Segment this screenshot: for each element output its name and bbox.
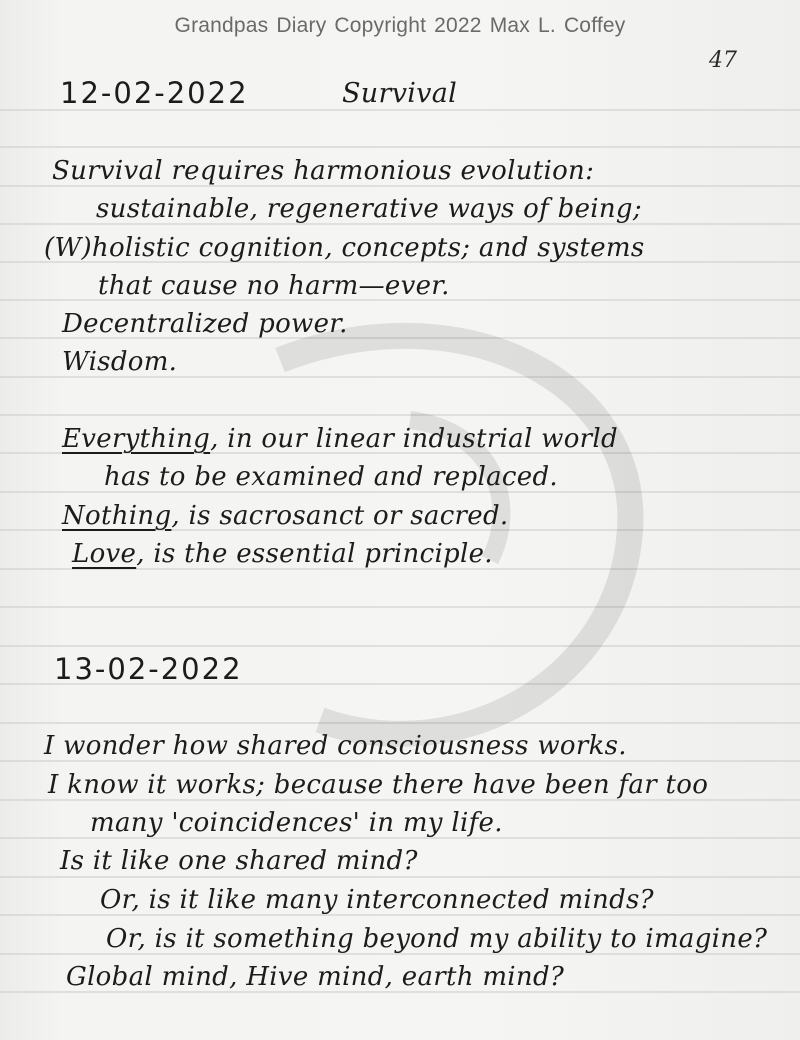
underlined-word: Nothing (62, 501, 172, 531)
entry-title: Survival (342, 78, 458, 109)
entry-line (62, 501, 508, 531)
entry-line: Decentralized power. (62, 309, 348, 339)
entry-line: I know it works; because there have been far too (48, 770, 709, 800)
entry-line: sustainable, regenerative ways of being; (96, 194, 642, 224)
entry-line: I wonder how shared consciousness works. (44, 731, 627, 761)
line-text: , in our linear industrial world (210, 424, 618, 454)
entry-line (62, 424, 618, 454)
page-number: 47 (709, 48, 737, 73)
entry-line: Survival requires harmonious evolution: (52, 156, 595, 186)
entry-line (72, 539, 493, 569)
entry-line: that cause no harm—ever. (98, 271, 450, 301)
entry-line: Or, is it something beyond my ability to imagine? (106, 924, 768, 954)
entry-line: many 'coincidences' in my life. (90, 808, 503, 838)
entry-date: 13-02-2022 (54, 652, 243, 686)
entry-line: has to be examined and replaced. (104, 462, 558, 492)
entry-line: Global mind, Hive mind, earth mind? (66, 962, 565, 992)
page-header: Grandpas Diary Copyright 2022 Max L. Coffey (174, 14, 626, 37)
entry-line: (W)holistic cognition, concepts; and systems (44, 233, 645, 263)
underlined-word: Love (72, 539, 137, 569)
entry-line: Wisdom. (62, 347, 178, 377)
underlined-word: Everything (62, 424, 211, 454)
line-text: , is sacrosanct or sacred. (171, 501, 509, 531)
entry-line: Or, is it like many interconnected minds? (100, 885, 654, 915)
entry-date: 12-02-2022 (60, 76, 249, 110)
entry-line: Is it like one shared mind? (60, 846, 418, 876)
line-text: , is the essential principle. (136, 539, 493, 569)
